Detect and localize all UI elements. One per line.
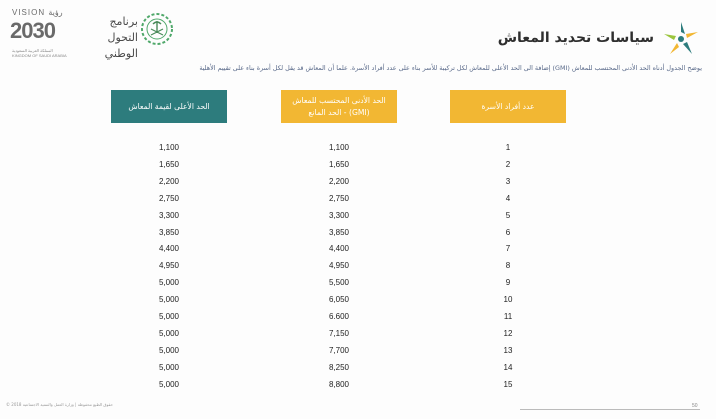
family-size-cell: 14	[503, 362, 513, 372]
min-pension-cell: 8,250	[328, 362, 350, 372]
family-size-cell: 11	[503, 312, 513, 321]
min-pension-cell: 1,650	[328, 159, 350, 169]
max-pension-cell: 5,000	[158, 312, 180, 321]
family-size-cell: 1	[505, 143, 511, 152]
min-pension-cell: 5,500	[328, 278, 350, 288]
max-pension-header: الحد الأعلى لقيمة المعاش	[111, 90, 227, 123]
max-pension-cell: 5,000	[158, 345, 180, 355]
min-pension-cell: 2,200	[328, 176, 350, 186]
page-title: سياسات تحديد المعاش	[497, 30, 654, 46]
min-pension-cell: 4,400	[328, 244, 350, 254]
min-pension-cell: 8,800	[328, 379, 350, 389]
family-size-cell: 8	[505, 261, 511, 271]
max-pension-cell: 5,000	[158, 278, 180, 288]
family-size-cell: 5	[505, 210, 511, 220]
min-pension-header: الحد الأدنى المحتسب للمعاش (GMI) - الحد المانع	[281, 90, 397, 123]
ntp-name: برنامج التحول الوطني	[104, 15, 138, 60]
family-size-cell: 15	[503, 379, 513, 389]
max-pension-column	[111, 90, 227, 389]
min-pension-column	[281, 90, 397, 389]
max-pension-cell: 4,950	[158, 261, 180, 271]
page-number: 50	[692, 403, 698, 409]
min-pension-cell: 3,850	[328, 227, 350, 237]
footer-text: © 2018 حقوق الطبع محفوظة | وزارة العمل والتنمية الاجتماعية	[6, 402, 114, 407]
min-pension-cell: 7,150	[328, 328, 350, 338]
family-size-cell: 2	[505, 159, 511, 169]
family-size-cell: 12	[503, 328, 513, 338]
family-size-header: عدد أفراد الأسرة	[450, 90, 566, 123]
family-size-cell: 13	[503, 345, 513, 355]
min-pension-cell: 6.600	[328, 312, 350, 321]
min-pension-cell: 6,050	[328, 295, 350, 305]
ntp-logo	[80, 10, 180, 60]
max-pension-cell: 2,750	[158, 193, 180, 203]
max-pension-cell: 3,850	[158, 227, 180, 237]
saudi-emblem-icon	[140, 12, 174, 46]
footer-divider	[520, 409, 700, 410]
family-size-cell: 3	[505, 176, 511, 186]
max-pension-cell: 5,000	[158, 295, 180, 305]
family-size-cell: 10	[503, 295, 513, 305]
max-pension-cell: 5,000	[158, 328, 180, 338]
vision-2030-logo	[10, 8, 72, 58]
ministry-star-icon	[660, 18, 702, 60]
max-pension-cell: 4,400	[158, 244, 180, 254]
max-pension-cell: 5,000	[158, 379, 180, 389]
max-pension-cell: 5,000	[158, 362, 180, 372]
vision-year: 2030	[10, 18, 55, 43]
min-pension-cell: 3,300	[328, 210, 350, 220]
max-pension-cell: 1,650	[158, 159, 180, 169]
min-pension-cell: 1,100	[328, 143, 350, 152]
family-size-cell: 7	[505, 244, 511, 254]
min-pension-cell: 7,700	[328, 345, 350, 355]
family-size-cell: 4	[505, 193, 511, 203]
max-pension-cell: 2,200	[158, 176, 180, 186]
description-text: يوضح الجدول أدناه الحد الأدنى المحتسب للمعاش (GMI) إضافة الى الحد الأعلى للمعاش لكل تركيبة للأسر بناء على عدد أفراد الأسرة. علما أن المعاش قد يقل لكل أسرة بناء على تقييم الأهلية	[199, 64, 702, 72]
vision-label: VISION رؤية	[12, 8, 63, 17]
vision-subtitle: المملكة العربية السعودية KINGDOM OF SAUDI ARABIA	[12, 48, 67, 58]
max-pension-cell: 3,300	[158, 210, 180, 220]
min-pension-cell: 4,950	[328, 261, 350, 271]
family-size-cell: 6	[505, 227, 511, 237]
max-pension-cell: 1,100	[158, 143, 180, 152]
family-size-cell: 9	[505, 278, 511, 288]
family-size-column	[450, 90, 566, 389]
min-pension-cell: 2,750	[328, 193, 350, 203]
